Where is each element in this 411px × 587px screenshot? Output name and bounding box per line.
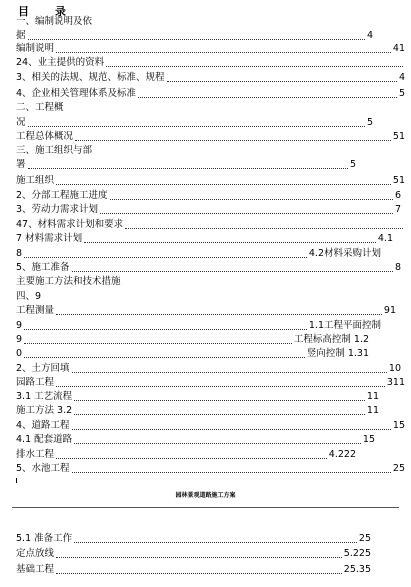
toc-page-number: 11 xyxy=(366,391,379,402)
toc-line xyxy=(16,449,356,461)
toc-line xyxy=(16,159,356,171)
toc-line-text: 基础工程 xyxy=(16,564,55,575)
toc-page-number: 工程标高控制 1.2 xyxy=(293,334,369,345)
toc-line xyxy=(16,204,401,216)
toc-page-number: 5 xyxy=(366,117,373,128)
toc-line xyxy=(16,305,396,317)
toc-line xyxy=(16,117,373,129)
toc-page-number: 311 xyxy=(386,377,405,388)
toc-line xyxy=(16,262,401,274)
toc-line-text: 一、编制说明及依 xyxy=(16,16,93,27)
toc-line-text: 9 xyxy=(16,320,23,331)
toc-page-number: 10 xyxy=(388,363,401,374)
toc-line xyxy=(16,405,379,417)
toc-line xyxy=(16,564,371,576)
toc-page-number: 4.222 xyxy=(328,449,356,460)
toc-line-text: 2、分部工程施工进度 xyxy=(16,190,108,201)
toc-line-text: 4、道路工程 xyxy=(16,420,70,431)
toc-line xyxy=(16,463,405,475)
toc-line-text: 3.1 工艺流程 xyxy=(16,391,73,402)
toc-line xyxy=(16,16,92,28)
toc-line xyxy=(16,363,401,375)
toc-page-number: 竖向控制 1.31 xyxy=(306,348,369,359)
toc-line xyxy=(16,131,405,143)
toc-line-text: 况 xyxy=(16,117,26,128)
toc-page-number: 15 xyxy=(392,420,405,431)
toc-line xyxy=(16,391,379,403)
toc-page-number: 5 xyxy=(349,159,356,170)
toc-page-number: 15 xyxy=(362,434,375,445)
toc-line-text: 据 xyxy=(16,30,26,41)
toc-line xyxy=(16,434,375,446)
toc-page-number: 4.2材料采购计划 xyxy=(308,248,381,259)
toc-line-text: 9 xyxy=(16,334,23,345)
toc-page-number: 51 xyxy=(392,131,405,142)
toc-line-text: 定点放线 xyxy=(16,548,55,559)
toc-page-number: 25 xyxy=(358,533,371,544)
toc-page-number: 1.1工程平面控制 xyxy=(308,320,381,331)
toc-line xyxy=(16,190,401,202)
toc-line xyxy=(16,145,92,157)
toc-line-text: 24、业主提供的资料 xyxy=(16,57,105,68)
toc-line-text: 5.1 准备工作 xyxy=(16,533,73,544)
toc-line-text: 排水工程 xyxy=(16,449,55,460)
title-char-1: 目 xyxy=(18,5,29,18)
toc-line-text: 施工方法 3.2 xyxy=(16,405,73,416)
toc-line-text: 工程总体概况 xyxy=(16,131,74,142)
toc-line-text: 三、施工组织与部 xyxy=(16,145,93,156)
toc-line-text: 施工组织 xyxy=(16,175,55,186)
toc-line xyxy=(16,88,405,100)
toc-line xyxy=(16,30,373,42)
toc-line xyxy=(16,102,64,114)
page-footer-title: 园林景观道路施工方案 xyxy=(175,492,236,499)
toc-line-text: 园路工程 xyxy=(16,377,55,388)
toc-page-number: 91 xyxy=(383,305,396,316)
toc-line xyxy=(16,533,371,545)
toc-line-text: 二、工程概 xyxy=(16,102,64,113)
toc-page-number: 11 xyxy=(366,405,379,416)
toc-line-text: 四、9 xyxy=(16,291,42,302)
toc-line-text: 7 材料需求计划 xyxy=(16,233,83,244)
toc-page-number: 51 xyxy=(392,175,405,186)
toc-page-number: 6 xyxy=(394,190,401,201)
toc-line-text: 主要施工方法和技术措施 xyxy=(16,276,121,287)
margin-mark xyxy=(16,478,17,483)
toc-line xyxy=(16,233,393,245)
toc-page-number: 4 xyxy=(398,72,405,83)
title-char-2: 录 xyxy=(55,5,66,18)
toc-page-number: 5 xyxy=(398,88,405,99)
toc-line-text: 4、企业相关管理体系及标准 xyxy=(16,88,137,99)
toc-line-text: 4.1 配套道路 xyxy=(16,434,73,445)
toc-line xyxy=(16,334,369,346)
toc-line-text: 工程测量 xyxy=(16,305,55,316)
toc-line-text: 署 xyxy=(16,159,26,170)
toc-page-number: 4.1 xyxy=(377,233,393,244)
toc-line xyxy=(16,548,371,560)
toc-line xyxy=(16,420,405,432)
toc-line-text: 8 xyxy=(16,248,23,259)
toc-line-text: 5、施工准备 xyxy=(16,262,70,273)
toc-line xyxy=(16,320,381,332)
toc-line xyxy=(16,276,121,288)
toc-line xyxy=(16,377,405,389)
toc-line xyxy=(16,348,369,360)
toc-line xyxy=(16,291,41,303)
toc-line-text: 编制说明 xyxy=(16,43,55,54)
toc-line xyxy=(16,219,405,231)
toc-page-number: 41 xyxy=(392,43,405,54)
toc-line-text: 47、材料需求计划和要求 xyxy=(16,219,124,230)
toc-page-number: 4 xyxy=(366,30,373,41)
toc-line xyxy=(16,72,405,84)
toc-page-number: 8 xyxy=(394,262,401,273)
toc-page-number: 5.225 xyxy=(343,548,371,559)
toc-line xyxy=(16,57,405,69)
toc-line xyxy=(16,175,405,187)
toc-page-number: 25 xyxy=(392,463,405,474)
toc-line xyxy=(16,43,405,55)
toc-page-number: 25.35 xyxy=(343,564,371,575)
toc-line xyxy=(16,248,381,260)
toc-line-text: 5、水池工程 xyxy=(16,463,70,474)
toc-line-text: 0 xyxy=(16,348,23,359)
toc-page-number: 7 xyxy=(394,204,401,215)
toc-line-text: 3、相关的法规、规范、标准、规程 xyxy=(16,72,165,83)
page-divider xyxy=(12,507,399,508)
toc-line-text: 3、劳动力需求计划 xyxy=(16,204,99,215)
toc-line-text: 2、土方回填 xyxy=(16,363,70,374)
